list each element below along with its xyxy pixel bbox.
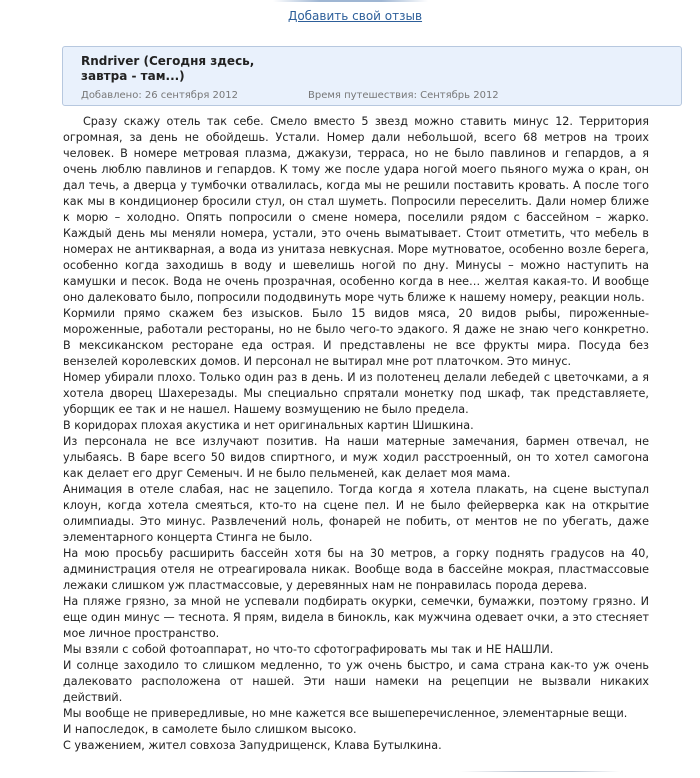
review-header-card [62, 46, 682, 106]
added-date: Добавлено: 26 сентября 2012 [81, 90, 238, 101]
review-body [63, 114, 649, 754]
review-paragraph: Сразу скажу отель так себе. Смело вместо 5 звезд можно ставить минус 12. Территория огромная, за день не обойдешь. Устали. Номер дали небольшой, всего 68 метров на троих человек. В номере метровая плазма, джакузи, терраса, но не было павлинов и гепардов, а я очень люблю павлинов и гепардов. К тому же после удара ногой моего пьяного мужа о кран, он дал течь, а дверца у тумбочки отвалилась, когда мы не решили поставить кровать. А после того как мы в кондиционер бросили стул, он стал шуметь. Попросили переселить. Дали номер ближе к морю – холодно. Опять попросили о смене номера, поселили рядом с бассейном – жарко. Каждый день мы меняли номера, устали, это очень выматывает. Стоит отметить, что мебель в номерах не антикварная, а вода из унитаза невкусная. Море мутноватое, особенно возле берега, особенно когда заходишь в воду и шевелишь ногой по дну. Минусы – можно наступить на камушки и песок. Вода не очень прозрачная, особенно когда в нее… желтая какая-то. И вообще оно далековато было, попросили пододвинуть море чуть ближе к нашему номеру, реакции ноль. [63, 115, 649, 304]
review-paragraph: Мы вообще не привередливые, но мне кажется все вышеперечисленное, элементарные вещи. [63, 707, 628, 720]
add-review-link[interactable]: Добавить свой отзыв [287, 9, 423, 23]
top-divider [273, 0, 428, 2]
review-paragraph: Кормили прямо скажем без изысков. Было 15 видов мяса, 20 видов рыбы, пироженные-мороженные, работали рестораны, но не было чего-то эдакого. Я даже не знаю чего конкретно. В мексиканском ресторане еда острая. И представлены не все фрукты мира. Посуда без вензелей королевских домов. И персонал не вытирал мне рот платочком. Это минус. [63, 307, 649, 368]
review-paragraph: В коридорах плохая акустика и нет оригинальных картин Шишкина. [63, 419, 474, 432]
review-signature: С уважением, жител совхоза Запудрищенск, Клава Бутылкина. [63, 739, 442, 752]
review-paragraph: И солнце заходило то слишком медленно, то уж очень быстро, и сама страна как-то уж очень далековато расположена от нашей. Эти наши намеки на рецепции не вызвали никаких действий. [63, 659, 649, 704]
review-paragraph: Номер убирали плохо. Только один раз в день. И из полотенец делали лебедей с цветочками, а я хотела дворец Шахерезады. Мы специально спрятали монетку под шкаф, так представляете, уборщик ее так и не нашел. Нашему возмущению не было предела. [63, 371, 649, 416]
review-paragraph: На пляже грязно, за мной не успевали подбирать окурки, семечки, бумажки, поэтому грязно. И еще один минус — теснота. Я прям, видела в бинокль, как мужчина одевает очки, а это стесняет мое личное пространство. [63, 595, 649, 640]
review-paragraph: Анимация в отеле слабая, нас не зацепило. Тогда когда я хотела плакать, на сцене выступал клоун, когда хотела смеяться, кто-то на сцене пел. И не было фейерверка как на открытие олимпиады. Это минус. Развлечений ноль, фонарей не побить, от ментов не по убегать, даже элементарного концерта Стинга не было. [63, 483, 649, 544]
review-paragraph: И напоследок, в самолете было слишком высоко. [63, 723, 357, 736]
review-paragraph: Мы взяли с собой фотоаппарат, но что-то сфотографировать мы так и НЕ НАШЛИ. [63, 643, 554, 656]
review-paragraph: На мою просьбу расширить бассейн хотя бы на 30 метров, а горку поднять градусов на 40, администрация отеля не отреагировала никак. Вообще вода в бассейне мокрая, пластмассовые лежаки слишком уж пластмассовые, у деревянных нам не понравилась порода дерева. [63, 547, 649, 592]
travel-time: Время путешествия: Сентябрь 2012 [308, 90, 499, 101]
review-paragraph: Из персонала не все излучают позитив. На наши матерные замечания, бармен отвечал, не улыбаясь. В баре всего 50 видов спиртного, и муж ходил расстроенный, он то хотел самогона как делает его друг Семеныч. И не было пельменей, как делает моя мама. [63, 435, 649, 480]
bottom-divider [460, 771, 620, 772]
author-name[interactable]: Rndriver (Сегодня здесь, завтра - там...) [81, 54, 255, 83]
